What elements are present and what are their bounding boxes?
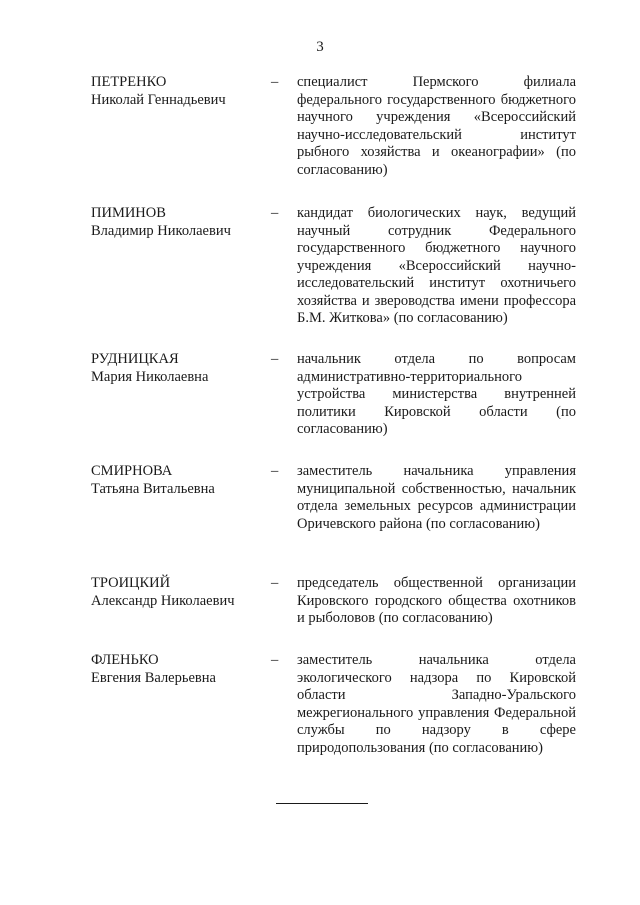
member-surname: РУДНИЦКАЯ bbox=[91, 351, 179, 367]
member-dash: – bbox=[271, 463, 279, 479]
member-surname: ПИМИНОВ bbox=[91, 205, 166, 221]
member-name bbox=[91, 463, 261, 498]
member-dash: – bbox=[271, 652, 279, 668]
member-surname: ПЕТРЕНКО bbox=[91, 74, 167, 90]
member-surname: ТРОИЦКИЙ bbox=[91, 575, 171, 591]
member-name bbox=[91, 74, 261, 109]
member-description: начальник отдела по вопросам административно-территориального устройства министерства внутренней политики Кировской области (по согласованию) bbox=[297, 351, 576, 437]
member-dash: – bbox=[271, 575, 279, 591]
member-given-names: Татьяна Витальевна bbox=[91, 480, 215, 497]
member-dash: – bbox=[271, 205, 279, 221]
member-dash: – bbox=[271, 351, 279, 367]
member-given-names: Мария Николаевна bbox=[91, 368, 209, 385]
member-given-names: Владимир Николаевич bbox=[91, 222, 231, 239]
member-given-names: Александр Николаевич bbox=[91, 592, 235, 609]
member-surname: ФЛЕНЬКО bbox=[91, 652, 159, 668]
member-given-names: Евгения Валерьевна bbox=[91, 669, 216, 686]
end-of-list-rule bbox=[276, 803, 368, 804]
page-number: 3 bbox=[316, 39, 324, 55]
member-description: заместитель начальника управления муниципальной собственностью, начальник отдела земельных ресурсов администрации Оричевского района (по согласованию) bbox=[297, 463, 576, 532]
member-description: специалист Пермского филиала федерального государственного бюджетного научного учреждения «Всероссийский научно-исследовательский институт рыбного хозяйства и океанографии» (по согласованию) bbox=[297, 74, 576, 178]
member-name bbox=[91, 351, 261, 386]
member-description: председатель общественной организации Кировского городского общества охотников и рыболовов (по согласованию) bbox=[297, 575, 576, 626]
member-name bbox=[91, 205, 261, 240]
member-description: кандидат биологических наук, ведущий научный сотрудник Федерального государственного бюджетного научного учреждения «Всероссийский научно-исследовательский институт охотничьего хозяйства и звероводства имени профессора Б.М. Житкова» (по согласованию) bbox=[297, 205, 576, 326]
member-description: заместитель начальника отдела экологического надзора по Кировской области Западно-Уральского межрегионального управления Федеральной службы по надзору в сфере природопользования (по согласованию) bbox=[297, 652, 576, 756]
member-name bbox=[91, 575, 261, 610]
member-name bbox=[91, 652, 261, 687]
member-dash: – bbox=[271, 74, 279, 90]
member-surname: СМИРНОВА bbox=[91, 463, 173, 479]
member-given-names: Николай Геннадьевич bbox=[91, 91, 226, 108]
